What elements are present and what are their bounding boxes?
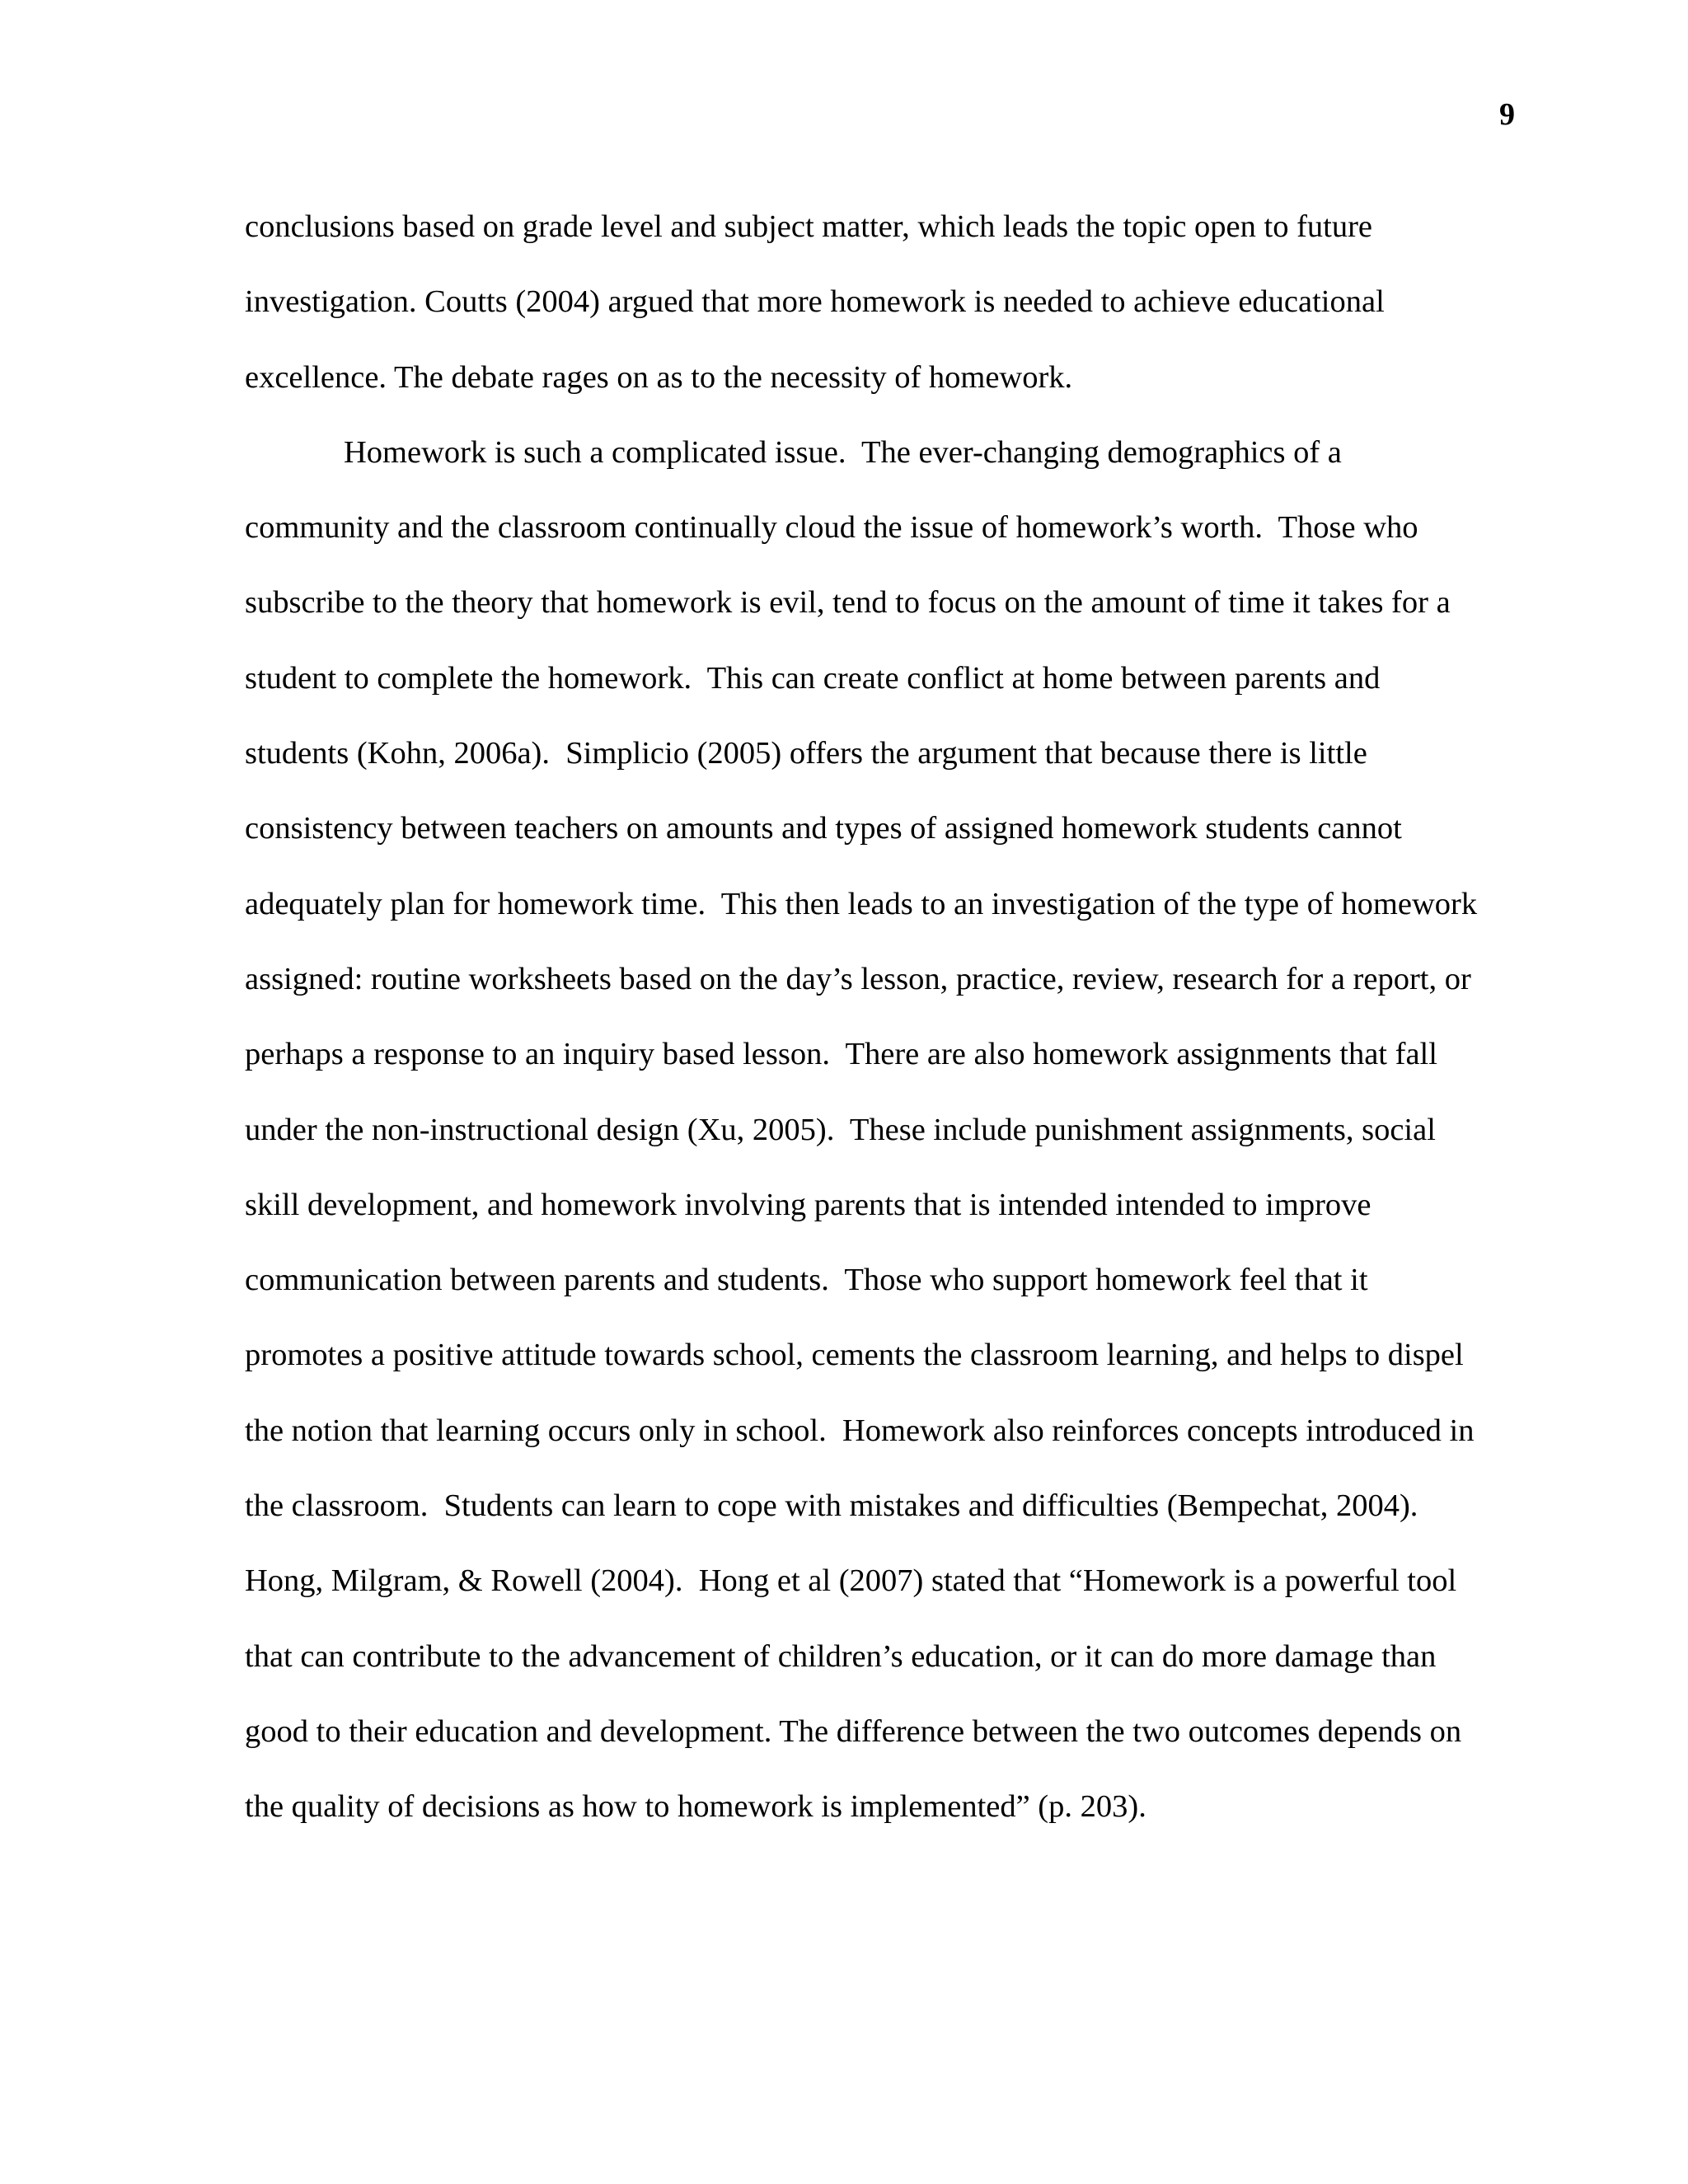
page-number: 9 [1499,97,1515,132]
text-line: skill development, and homework involving parents that is intended intended to improve [245,1187,1372,1222]
text-line: that can contribute to the advancement of children’s education, or it can do more damage than [245,1638,1437,1674]
text-line: promotes a positive attitude towards school, cements the classroom learning, and helps to dispel [245,1338,1464,1373]
text-line: subscribe to the theory that homework is evil, tend to focus on the amount of time it takes for a [245,585,1451,621]
text-line: student to complete the homework. This can create conflict at home between parents and [245,660,1381,696]
text-line: conclusions based on grade level and subject matter, which leads the topic open to future [245,209,1372,244]
text-line: excellence. The debate rages on as to the necessity of homework. [245,359,1073,395]
text-line: good to their education and development. The difference between the two outcomes depends on [245,1713,1462,1749]
text-line: under the non-instructional design (Xu, 2005). These include punishment assignments, social [245,1112,1436,1147]
text-line: students (Kohn, 2006a). Simplicio (2005) offers the argument that because there is little [245,736,1367,771]
text-line: the quality of decisions as how to homework is implemented” (p. 203). [245,1789,1146,1825]
text-line: adequately plan for homework time. This then leads to an investigation of the type of homework [245,886,1478,921]
body-text [245,190,1531,1845]
text-line: assigned: routine worksheets based on the day’s lesson, practice, review, research for a report, or [245,961,1471,996]
text-line: perhaps a response to an inquiry based lesson. There are also homework assignments that fall [245,1037,1437,1072]
paragraph-first-line: Homework is such a complicated issue. The ever-changing demographics of a [344,434,1342,470]
text-line: consistency between teachers on amounts and types of assigned homework students cannot [245,811,1402,846]
text-line: communication between parents and students. Those who support homework feel that it [245,1263,1368,1298]
text-line: community and the classroom continually cloud the issue of homework’s worth. Those who [245,510,1418,546]
text-line: the classroom. Students can learn to cope with mistakes and difficulties (Bempechat, 2004). [245,1488,1418,1524]
text-line: Hong, Milgram, & Rowell (2004). Hong et al (2007) stated that “Homework is a powerful tool [245,1563,1457,1599]
text-line: the notion that learning occurs only in school. Homework also reinforces concepts introduced in [245,1413,1475,1448]
text-line: investigation. Coutts (2004) argued that more homework is needed to achieve educational [245,284,1385,320]
